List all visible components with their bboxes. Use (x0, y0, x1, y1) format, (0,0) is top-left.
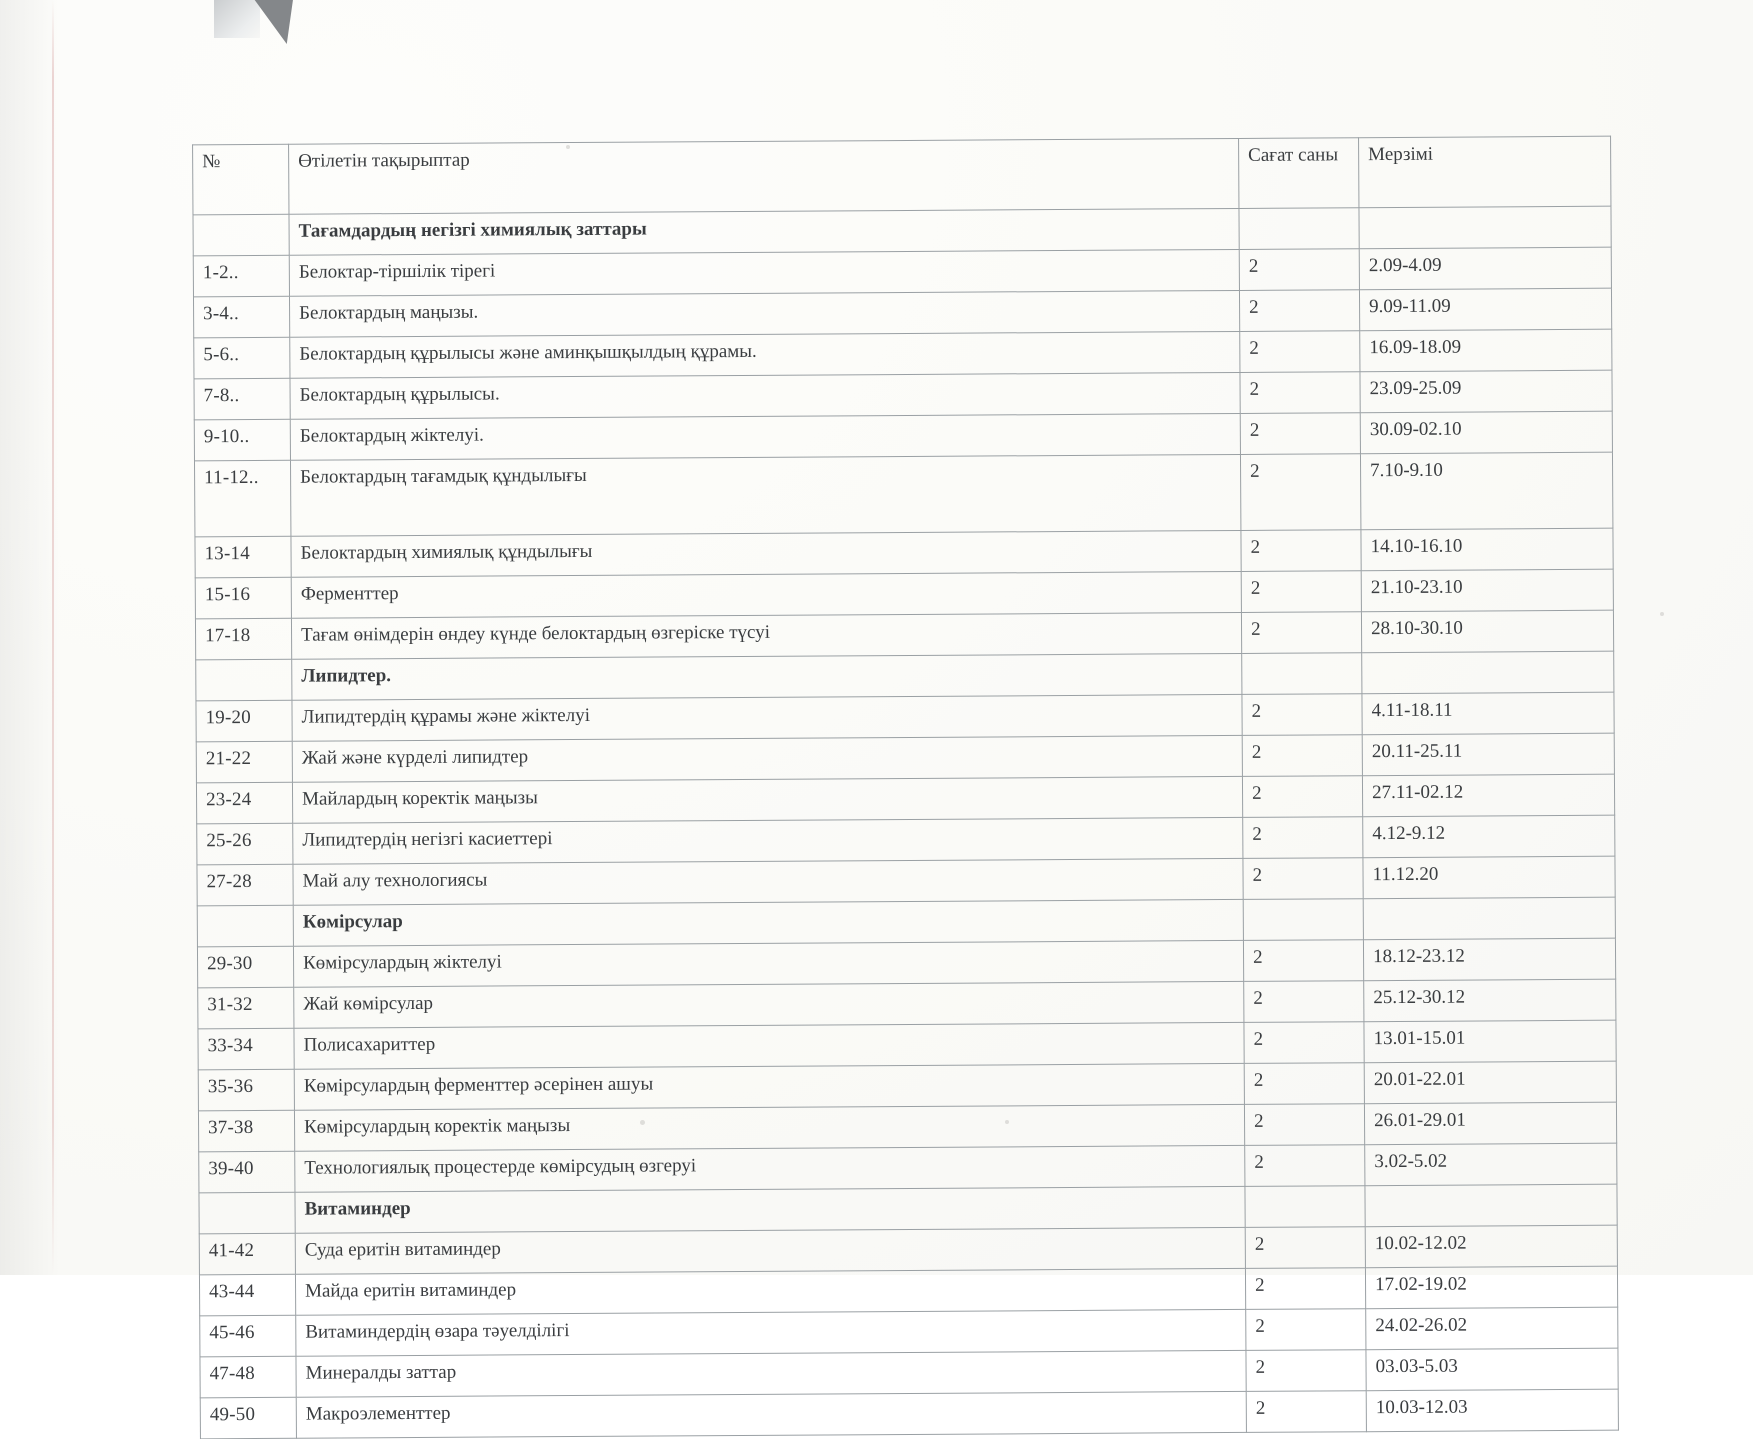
page-corner-fold (247, 0, 293, 44)
cell-topic: Майлардың коректік маңызы (292, 776, 1242, 823)
cell-number: 49-50 (200, 1397, 296, 1439)
cell-topic: Белоктар-тіршілік тірегі (289, 249, 1239, 296)
cell-hours: 2 (1239, 249, 1359, 291)
cell-hours: 2 (1242, 735, 1362, 777)
cell-date (1365, 1184, 1617, 1227)
cell-date: 7.10-9.10 (1360, 452, 1612, 530)
cell-number: 45-46 (200, 1315, 296, 1357)
cell-topic: Жай және күрделі липидтер (292, 735, 1242, 782)
cell-section-title: Витаминдер (295, 1186, 1245, 1233)
cell-hours (1243, 899, 1363, 941)
cell-hours: 2 (1243, 858, 1363, 900)
schedule-table-container (192, 136, 1618, 1439)
cell-date: 20.01-22.01 (1364, 1061, 1616, 1104)
cell-date: 4.11-18.11 (1362, 692, 1614, 735)
table-header (193, 136, 1611, 215)
scan-edge-shadow (0, 0, 60, 1275)
cell-number: 11-12.. (194, 460, 290, 537)
table-row (200, 1389, 1618, 1439)
cell-number: 15-16 (195, 577, 291, 619)
cell-topic: Белоктардың химиялық құндылығы (291, 530, 1241, 577)
cell-hours: 2 (1244, 981, 1364, 1023)
cell-number: 43-44 (199, 1274, 295, 1316)
cell-topic: Белоктардың құрылысы. (290, 372, 1240, 419)
cell-date: 3.02-5.02 (1365, 1143, 1617, 1186)
cell-hours: 2 (1241, 612, 1361, 654)
cell-hours: 2 (1240, 331, 1360, 373)
cell-date: 03.03-5.03 (1366, 1348, 1618, 1391)
cell-topic: Көмірсулардың жіктелуі (293, 940, 1243, 987)
cell-date: 16.09-18.09 (1360, 329, 1612, 372)
cell-topic: Минералды заттар (296, 1350, 1246, 1397)
cell-topic: Белоктардың тағамдық құндылығы (290, 454, 1240, 536)
cell-section-title: Тағамдардың негізгі химиялық заттары (289, 208, 1239, 255)
cell-date: 25.12-30.12 (1364, 979, 1616, 1022)
header-cell-no: № (193, 144, 289, 215)
scan-speck (1660, 612, 1664, 616)
cell-hours: 2 (1243, 940, 1363, 982)
cell-hours: 2 (1241, 571, 1361, 613)
cell-number: 13-14 (195, 536, 291, 578)
cell-date: 11.12.20 (1363, 856, 1615, 899)
cell-number: 21-22 (196, 741, 292, 783)
cell-date: 20.11-25.11 (1362, 733, 1614, 776)
cell-number: 7-8.. (194, 378, 290, 420)
cell-date: 30.09-02.10 (1360, 411, 1612, 454)
cell-topic: Көмірсулардың ферменттер әсерінен ашуы (294, 1063, 1244, 1110)
cell-topic: Полисахариттер (294, 1022, 1244, 1069)
cell-date: 4.12-9.12 (1363, 815, 1615, 858)
cell-number: 31-32 (198, 987, 294, 1029)
cell-hours: 2 (1242, 694, 1362, 736)
table-header-row (193, 136, 1611, 215)
cell-number: 3-4.. (193, 296, 289, 338)
cell-date: 14.10-16.10 (1361, 528, 1613, 571)
cell-number: 33-34 (198, 1028, 294, 1070)
cell-number: 23-24 (196, 782, 292, 824)
cell-topic: Белоктардың құрылысы және аминқышқылдың құрамы. (290, 331, 1240, 378)
cell-number: 47-48 (200, 1356, 296, 1398)
cell-topic: Тағам өнімдерін өндеу күнде белоктардың өзгеріске түсуі (291, 612, 1241, 659)
cell-number: 1-2.. (193, 255, 289, 297)
cell-hours: 2 (1239, 290, 1359, 332)
cell-date (1359, 206, 1611, 249)
cell-topic: Жай көмірсулар (294, 981, 1244, 1028)
cell-number: 5-6.. (194, 337, 290, 379)
cell-number (197, 905, 293, 947)
schedule-table (192, 136, 1619, 1439)
table-body (193, 206, 1618, 1439)
cell-number (199, 1192, 295, 1234)
cell-number: 19-20 (196, 700, 292, 742)
cell-hours (1239, 208, 1359, 250)
cell-hours (1245, 1186, 1365, 1228)
cell-hours: 2 (1246, 1350, 1366, 1392)
cell-number: 25-26 (197, 823, 293, 865)
cell-topic: Майда еритін витаминдер (295, 1268, 1245, 1315)
cell-date (1362, 651, 1614, 694)
page-margin-line (52, 0, 54, 1275)
cell-number (196, 659, 292, 701)
header-cell-date: Мерзімі (1359, 136, 1611, 208)
cell-date: 2.09-4.09 (1359, 247, 1611, 290)
cell-date: 23.09-25.09 (1360, 370, 1612, 413)
cell-hours: 2 (1245, 1268, 1365, 1310)
cell-topic: Белоктардың маңызы. (289, 290, 1239, 337)
cell-topic: Витаминдердің өзара тәуелділігі (296, 1309, 1246, 1356)
cell-hours: 2 (1245, 1145, 1365, 1187)
cell-date: 9.09-11.09 (1359, 288, 1611, 331)
cell-number: 35-36 (198, 1069, 294, 1111)
cell-date: 17.02-19.02 (1365, 1266, 1617, 1309)
cell-number: 27-28 (197, 864, 293, 906)
cell-hours: 2 (1245, 1227, 1365, 1269)
header-cell-topic: Өтілетін тақырыптар (289, 138, 1239, 214)
cell-number: 37-38 (198, 1110, 294, 1152)
cell-date: 18.12-23.12 (1363, 938, 1615, 981)
cell-topic: Көмірсулардың коректік маңызы (294, 1104, 1244, 1151)
cell-hours: 2 (1240, 372, 1360, 414)
cell-number: 29-30 (197, 946, 293, 988)
cell-topic: Белоктардың жіктелуі. (290, 413, 1240, 460)
cell-hours: 2 (1241, 530, 1361, 572)
cell-hours: 2 (1246, 1309, 1366, 1351)
cell-number: 17-18 (195, 618, 291, 660)
cell-topic: Ферменттер (291, 571, 1241, 618)
cell-hours (1242, 653, 1362, 695)
cell-topic: Липидтердің негізгі касиеттері (293, 817, 1243, 864)
cell-number: 41-42 (199, 1233, 295, 1275)
cell-topic: Май алу технологиясы (293, 858, 1243, 905)
cell-date: 28.10-30.10 (1361, 610, 1613, 653)
cell-topic: Макроэлементтер (296, 1391, 1246, 1438)
cell-hours: 2 (1244, 1022, 1364, 1064)
cell-number: 9-10.. (194, 419, 290, 461)
cell-topic: Суда еритін витаминдер (295, 1227, 1245, 1274)
cell-date (1363, 897, 1615, 940)
cell-section-title: Липидтер. (292, 653, 1242, 700)
cell-date: 13.01-15.01 (1364, 1020, 1616, 1063)
cell-hours: 2 (1240, 413, 1360, 455)
cell-date: 10.03-12.03 (1366, 1389, 1618, 1432)
cell-section-title: Көмірсулар (293, 899, 1243, 946)
cell-date: 26.01-29.01 (1364, 1102, 1616, 1145)
cell-number: 39-40 (199, 1151, 295, 1193)
cell-hours: 2 (1244, 1104, 1364, 1146)
cell-date: 27.11-02.12 (1362, 774, 1614, 817)
cell-hours: 2 (1242, 776, 1362, 818)
cell-date: 21.10-23.10 (1361, 569, 1613, 612)
cell-date: 24.02-26.02 (1366, 1307, 1618, 1350)
table-row (194, 452, 1612, 537)
cell-hours: 2 (1243, 817, 1363, 859)
cell-number (193, 214, 289, 256)
cell-hours: 2 (1244, 1063, 1364, 1105)
cell-hours: 2 (1240, 454, 1360, 531)
cell-topic: Липидтердің құрамы және жіктелуі (292, 694, 1242, 741)
header-cell-hours: Сағат саны (1239, 138, 1359, 209)
cell-hours: 2 (1246, 1391, 1366, 1433)
cell-date: 10.02-12.02 (1365, 1225, 1617, 1268)
cell-topic: Технологиялық процестерде көмірсудың өзгеруі (295, 1145, 1245, 1192)
